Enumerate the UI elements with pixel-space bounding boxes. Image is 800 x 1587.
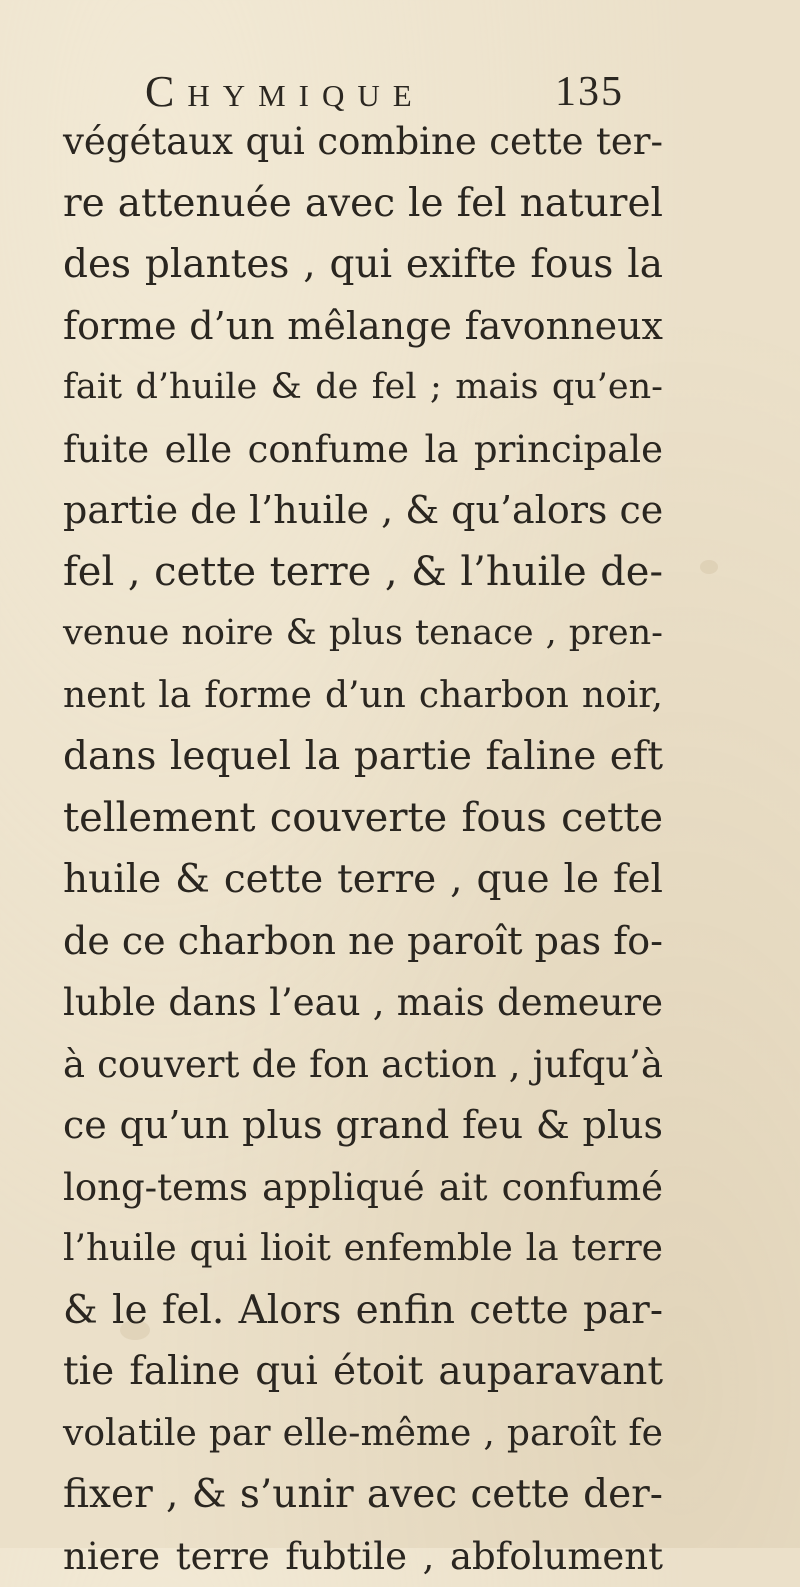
text-line: volatile par elle-même , paroît fe [63,1403,663,1465]
text-line: l’huile qui lioit enfemble la terre [63,1218,663,1280]
text-line: fuite elle confume la principale [63,419,663,481]
text-line: huile & cette terre , que le fel [63,849,663,911]
text-line: & le fel. Alors enfin cette par- [63,1280,663,1342]
text-line: fixer , & s’unir avec cette der- [63,1464,663,1526]
page-number: 135 [555,62,624,122]
text-line: ce qu’un plus grand feu & plus [63,1095,663,1157]
text-line: à couvert de fon action , jufqu’à [63,1034,663,1096]
text-line: niere terre fubtile , abfolument [63,1526,663,1587]
paper-stain [700,560,718,574]
body-text [63,111,663,1587]
text-line: fel , cette terre , & l’huile de- [63,542,663,604]
text-line: dans lequel la partie faline eft [63,726,663,788]
text-line: partie de l’huile , & qu’alors ce [63,480,663,542]
text-line: long-tems appliqué ait confumé [63,1157,663,1219]
text-line: re attenuée avec le fel naturel [63,173,663,235]
text-line: venue noire & plus tenace , pren- [63,603,663,665]
text-line: nent la forme d’un charbon noir, [63,665,663,727]
running-title: Chymique [145,62,425,122]
text-line: luble dans l’eau , mais demeure [63,972,663,1034]
text-line: de ce charbon ne paroît pas fo- [63,911,663,973]
text-line: forme d’un mêlange favonneux [63,296,663,358]
text-line: tellement couverte fous cette [63,788,663,850]
text-line: tie faline qui étoit auparavant [63,1341,663,1403]
text-line: végétaux qui combine cette ter- [63,111,663,173]
text-line: des plantes , qui exifte fous la [63,234,663,296]
text-line: fait d’huile & de fel ; mais qu’en- [63,357,663,419]
